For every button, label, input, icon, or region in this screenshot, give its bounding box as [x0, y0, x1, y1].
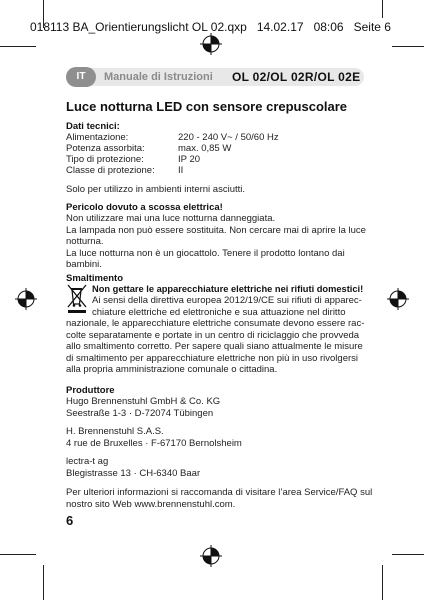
- tech-heading: Dati tecnici:: [66, 121, 120, 132]
- danger-heading: Pericolo dovuto a scossa elettrica!: [66, 202, 223, 213]
- producer-address: [66, 396, 220, 419]
- spec-label: Potenza assorbita:: [66, 143, 145, 154]
- indoor-note: Solo per utilizzo in ambienti interni asciutti.: [66, 184, 246, 195]
- crop-mark-right-bottom: [392, 554, 424, 555]
- text-line: di smaltimento per apparecchiature elettriche non più in uso rivolgersi: [66, 352, 359, 364]
- producer-address: [66, 456, 200, 479]
- page-title: Luce notturna LED con sensore crepuscolare: [66, 99, 348, 114]
- model-numbers: OL 02/OL 02R/OL 02E: [232, 70, 361, 84]
- text-line: nostro sito Web www.brennenstuhl.com.: [66, 498, 236, 510]
- text-line: colte separatamente e portate in un centro di riciclaggio che provveda: [66, 329, 360, 341]
- producer-address: [66, 426, 242, 449]
- disposal-text: [66, 318, 364, 376]
- crop-mark-bottom-right: [382, 565, 383, 600]
- text-line: notturna.: [66, 236, 104, 247]
- crop-mark-left-bottom: [0, 554, 36, 555]
- text-line: La luce notturna non è un giocattolo. Tenere il prodotto lontano dai: [66, 247, 345, 259]
- crossed-bin-icon: [67, 284, 87, 314]
- text-line: bambini.: [66, 259, 102, 270]
- spec-value: IP 20: [178, 154, 201, 165]
- text-line: La lampada non può essere sostituita. Non cercare mai di aprire la luce: [66, 224, 366, 236]
- text-line: Per ulteriori informazioni si raccomanda di visitare l’area Service/FAQ sul: [66, 487, 373, 498]
- registration-mark-icon: [15, 288, 37, 310]
- disposal-warning: Non gettare le apparecchiature elettriche nei rifiuti domestici!: [92, 284, 364, 294]
- danger-text: [66, 213, 366, 271]
- registration-mark-icon: [387, 288, 409, 310]
- text-line: alla propria amministrazione comunale o cittadina.: [66, 364, 278, 375]
- crop-mark-left-top: [0, 46, 36, 47]
- spec-label: Alimentazione:: [66, 132, 129, 143]
- text-line: H. Brennenstuhl S.A.S.: [66, 426, 164, 437]
- text-line: Blegistrasse 13 · CH-6340 Baar: [66, 467, 201, 479]
- slug-file: 018113 BA_Orientierungslicht OL 02.qxp: [30, 20, 247, 34]
- text-line: allo smaltimento corretto. Per sapere quali siano attualmente le misure: [66, 341, 363, 352]
- service-note: [66, 487, 372, 510]
- text-line: chiature elettriche ed elettroniche e sua attuazione nel diritto: [92, 306, 346, 318]
- spec-value: II: [178, 165, 184, 176]
- producer-heading: Produttore: [66, 385, 115, 396]
- spec-label: Tipo di protezione:: [66, 154, 144, 165]
- disposal-indented-text: [92, 295, 362, 318]
- text-line: 4 rue de Bruxelles · F-67170 Bernolsheim: [66, 437, 242, 449]
- crop-mark-bottom-left: [43, 565, 44, 600]
- page-number: 6: [66, 513, 74, 528]
- text-line: Ai sensi della direttiva europea 2012/19/CE sui rifiuti di apparec-: [92, 295, 362, 306]
- text-line: Non utilizzare mai una luce notturna danneggiata.: [66, 213, 276, 224]
- spec-label: Classe di protezione:: [66, 165, 155, 176]
- text-line: nazionale, le apparecchiature elettriche consumate devono essere rac-: [66, 318, 365, 329]
- slug-time: 08:06: [313, 20, 344, 34]
- text-line: Hugo Brennenstuhl GmbH & Co. KG: [66, 396, 221, 407]
- registration-mark-icon: [200, 33, 222, 55]
- spec-value: 220 - 240 V~ / 50/60 Hz: [178, 132, 279, 143]
- print-slug: [30, 20, 391, 34]
- disposal-heading: Smaltimento: [66, 273, 124, 284]
- slug-date: 14.02.17: [256, 20, 304, 34]
- text-line: Seestraße 1-3 · D-72074 Tübingen: [66, 407, 214, 419]
- crop-mark-right-top: [392, 46, 424, 47]
- language-badge: IT: [66, 67, 96, 87]
- spec-value: max. 0,85 W: [178, 143, 232, 154]
- text-line: lectra-t ag: [66, 456, 109, 467]
- registration-mark-icon: [200, 545, 222, 567]
- manual-label: Manuale di Istruzioni: [104, 71, 213, 83]
- slug-page: Seite 6: [353, 20, 391, 34]
- crop-mark-top-right: [382, 0, 383, 18]
